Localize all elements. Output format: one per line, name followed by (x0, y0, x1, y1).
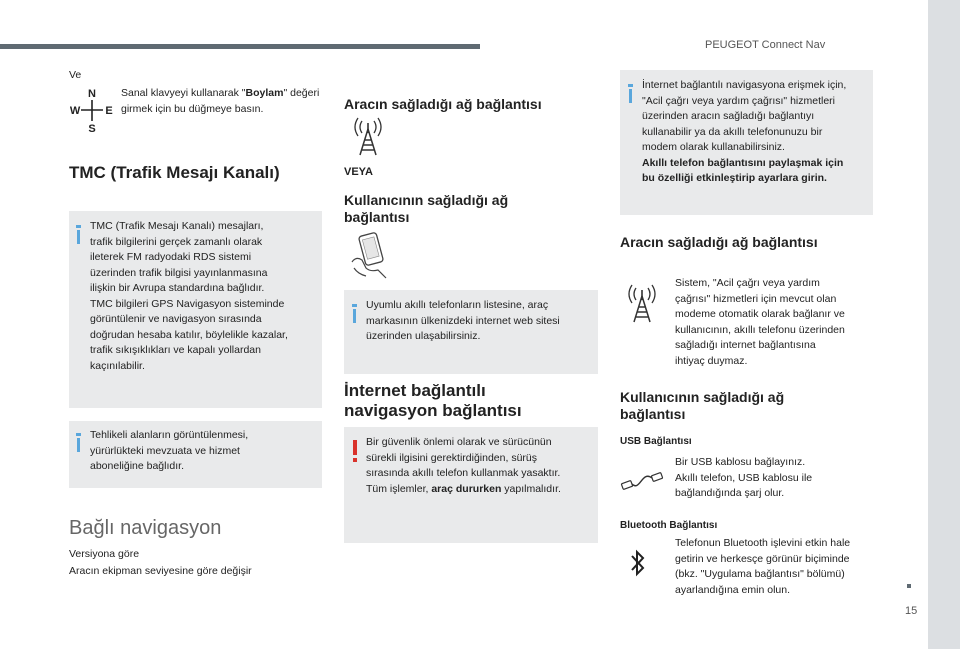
usb-cable-icon (620, 466, 664, 496)
internet-navigation-title: İnternet bağlantılı navigasyon bağlantısı (344, 381, 522, 420)
page-marker (907, 584, 911, 588)
antenna-icon (352, 115, 384, 157)
usb-connection-text: Bir USB kablosu bağlayınız. Akıllı telefon, USB kablosu ile bağlandığında şarj olur. (675, 456, 813, 499)
safety-warning-box (344, 427, 598, 543)
header-bar (0, 44, 480, 49)
danger-zone-info-text: Tehlikeli alanların görüntülenmesi, yürürlükteki mevzuata ve hizmet aboneliğine bağlıdır. (90, 429, 249, 472)
or-label: VEYA (344, 166, 373, 178)
internet-access-info-text: İnternet bağlantılı navigasyona erişmek için, "Acil çağrı veya yardım çağrısı" hizmetleri üzerinden aracın sağladığı bağlantıyı kullanabilir ya da akıllı telefonunuzu bir modem olarak kullanabilirsiniz. Akıllı telefon bağlantısını paylaşmak için bu özelliği etkinleştirip ayarlara girin. (642, 79, 847, 184)
vehicle-connection-title: Aracın sağladığı ağ bağlantısı (344, 96, 542, 112)
tmc-title: TMC (Trafik Mesajı Kanalı) (69, 163, 280, 182)
danger-zone-info-box (69, 421, 322, 488)
antenna-icon (626, 282, 658, 324)
user-connection-title: Kullanıcının sağladığı ağ bağlantısı (344, 192, 509, 225)
version-note: Versiyona göre (69, 548, 140, 560)
compass-n-letter: N (88, 88, 96, 100)
equipment-note: Aracın ekipman seviyesine göre değişir (69, 565, 252, 577)
warning-icon (352, 440, 358, 462)
vehicle-connection-title-2: Aracın sağladığı ağ bağlantısı (620, 234, 818, 250)
compass-w-letter: W (70, 105, 81, 117)
internet-access-info-box (620, 70, 873, 215)
user-connection-title-2: Kullanıcının sağladığı ağ bağlantısı (620, 389, 785, 422)
smartphone-list-info-text: Uyumlu akıllı telefonların listesine, araç markasının ülkenizdeki internet web sitesi üzerinden ulaşabilirsiniz. (366, 299, 560, 342)
bluetooth-connection-text: Telefonun Bluetooth işlevini etkin hale getirin ve herkesçe görünür biçiminde (bkz. "Uygulama bağlantısı" bölümü) ayarlandığına emin olun. (675, 537, 851, 596)
compass-icon (70, 85, 114, 135)
side-strip (928, 0, 960, 649)
safety-warning-text: Bir güvenlik önlemi olarak ve sürücünün sürekli ilgisini gerektirdiğinden, sürüş sırasında akıllı telefon kullanmak yasaktır. Tüm işlemler, araç dururken yapılmalıdır. (366, 436, 561, 495)
compass-s-letter: S (88, 123, 96, 135)
tmc-info-text: TMC (Trafik Mesajı Kanalı) mesajları, trafik bilgilerini gerçek zamanlı olarak ileterek FM radyodaki RDS sistemi üzerinden trafik bilgisi yayınlanmasına ilişkin bir Avrupa standardına bağlıdır. TMC bilgileri GPS Navigasyon sisteminde görüntülenir ve navigasyon sırasında doğrudan hesaba katılır, böylelikle kazalar, trafik sıkışıklıkları ve kapalı yollardan kaçınılabilir. (90, 220, 288, 372)
compass-e-letter: E (105, 105, 113, 117)
connected-navigation-title: Bağlı navigasyon (69, 517, 222, 539)
ve-label: Ve (69, 69, 82, 81)
system-connection-text: Sistem, "Acil çağrı veya yardım çağrısı" hizmetleri için mevcut olan modeme otomatik olarak bağlanır ve kullanıcının, akıllı telefonu üzerinden sağladığı internet bağlantısına ihtiyaç duymaz. (675, 277, 845, 367)
keyboard-instruction: Sanal klavyeyi kullanarak "Boylam" değeri girmek için bu düğmeye basın. (121, 87, 320, 115)
bluetooth-connection-label: Bluetooth Bağlantısı (620, 520, 718, 531)
smartphone-list-info-box (344, 290, 598, 374)
tmc-info-box (69, 211, 322, 408)
bluetooth-icon (629, 548, 647, 578)
usb-connection-label: USB Bağlantısı (620, 436, 692, 447)
smartphone-hand-icon (348, 232, 392, 280)
page-number: 15 (905, 605, 918, 617)
header-title: PEUGEOT Connect Nav (705, 39, 826, 51)
